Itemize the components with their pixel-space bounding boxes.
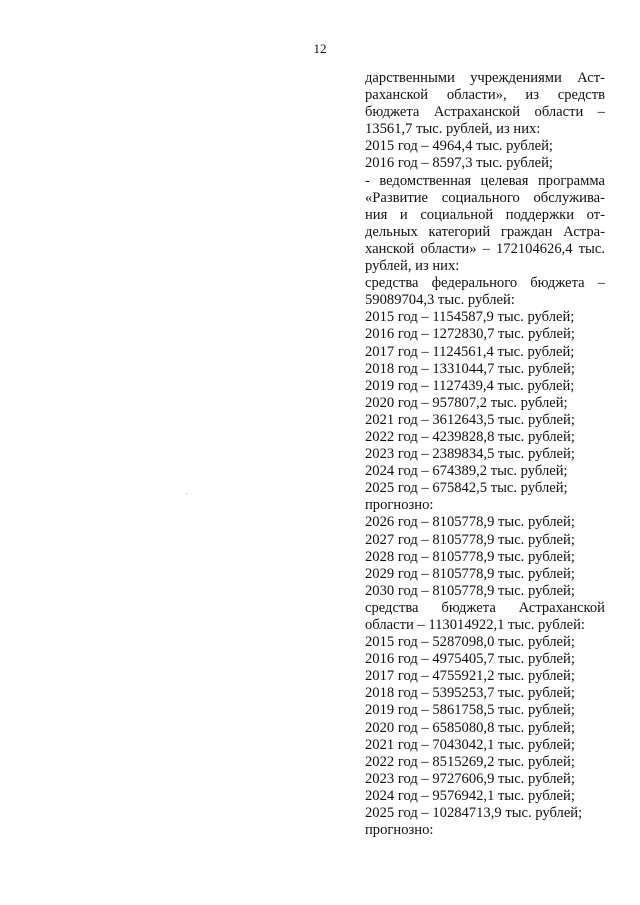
text-line: 2021 год – 3612643,5 тыс. рублей; (365, 411, 575, 428)
text-line: 2028 год – 8105778,9 тыс. рублей; (365, 548, 575, 565)
text-line: 2018 год – 1331044,7 тыс. рублей; (365, 360, 575, 377)
text-line: - ведомственная целевая программа (365, 172, 605, 189)
text-line: раханской области», из средств (365, 87, 605, 104)
text-line: 2021 год – 7043042,1 тыс. рублей; (365, 736, 575, 753)
text-line: 2027 год – 8105778,9 тыс. рублей; (365, 531, 575, 548)
text-line: 2022 год – 4239828,8 тыс. рублей; (365, 428, 575, 445)
text-line: 2019 год – 1127439,4 тыс. рублей; (365, 377, 575, 394)
text-line: 13561,7 тыс. рублей, из них: (365, 121, 541, 138)
text-line: средства федерального бюджета – (365, 275, 605, 292)
text-line: прогнозно: (365, 822, 434, 839)
text-line: ханской области» – 172104626,4 тыс. (365, 240, 605, 257)
text-line: 2030 год – 8105778,9 тыс. рублей; (365, 582, 575, 599)
text-line: 2024 год – 9576942,1 тыс. рублей; (365, 787, 575, 804)
text-line: 2016 год – 4975405,7 тыс. рублей; (365, 651, 575, 668)
text-line: 2023 год – 2389834,5 тыс. рублей; (365, 446, 575, 463)
text-line: 2025 год – 10284713,9 тыс. рублей; (365, 805, 583, 822)
text-line: 2015 год – 4964,4 тыс. рублей; (365, 138, 553, 155)
text-line: 2020 год – 6585080,8 тыс. рублей; (365, 719, 575, 736)
text-line: дельных категорий граждан Астра- (365, 223, 605, 240)
text-line: 2017 год – 1124561,4 тыс. рублей; (365, 343, 575, 360)
text-line: 2016 год – 8597,3 тыс. рублей; (365, 155, 553, 172)
text-line: бюджета Астраханской области – (365, 104, 605, 121)
page-number: 12 (313, 41, 327, 56)
text-line: 2015 год – 1154587,9 тыс. рублей; (365, 309, 575, 326)
text-line: 2019 год – 5861758,5 тыс. рублей; (365, 702, 575, 719)
text-line: 2022 год – 8515269,2 тыс. рублей; (365, 753, 575, 770)
text-line: рублей, из них: (365, 258, 460, 275)
text-column (365, 70, 605, 839)
text-line: 2023 год – 9727606,9 тыс. рублей; (365, 770, 575, 787)
text-line: 2018 год – 5395253,7 тыс. рублей; (365, 685, 575, 702)
text-line: 2017 год – 4755921,2 тыс. рублей; (365, 668, 575, 685)
text-line: 2026 год – 8105778,9 тыс. рублей; (365, 514, 575, 531)
text-line: 59089704,3 тыс. рублей: (365, 292, 515, 309)
text-line: ния и социальной поддержки от- (365, 206, 605, 223)
text-line: дарственными учреждениями Аст- (365, 70, 605, 86)
text-line: прогнозно: (365, 497, 434, 514)
text-line: 2015 год – 5287098,0 тыс. рублей; (365, 634, 575, 651)
text-line: 2029 год – 8105778,9 тыс. рублей; (365, 565, 575, 582)
scan-speck (186, 493, 187, 494)
text-line: области – 113014922,1 тыс. рублей: (365, 617, 585, 633)
text-line: 2024 год – 674389,2 тыс. рублей; (365, 463, 568, 480)
text-line: 2025 год – 675842,5 тыс. рублей; (365, 480, 568, 497)
text-line: 2016 год – 1272830,7 тыс. рублей; (365, 326, 575, 343)
text-line: 2020 год – 957807,2 тыс. рублей; (365, 394, 568, 411)
text-line: «Развитие социального обслужива- (365, 189, 605, 206)
text-line: средства бюджета Астраханской (365, 599, 605, 616)
